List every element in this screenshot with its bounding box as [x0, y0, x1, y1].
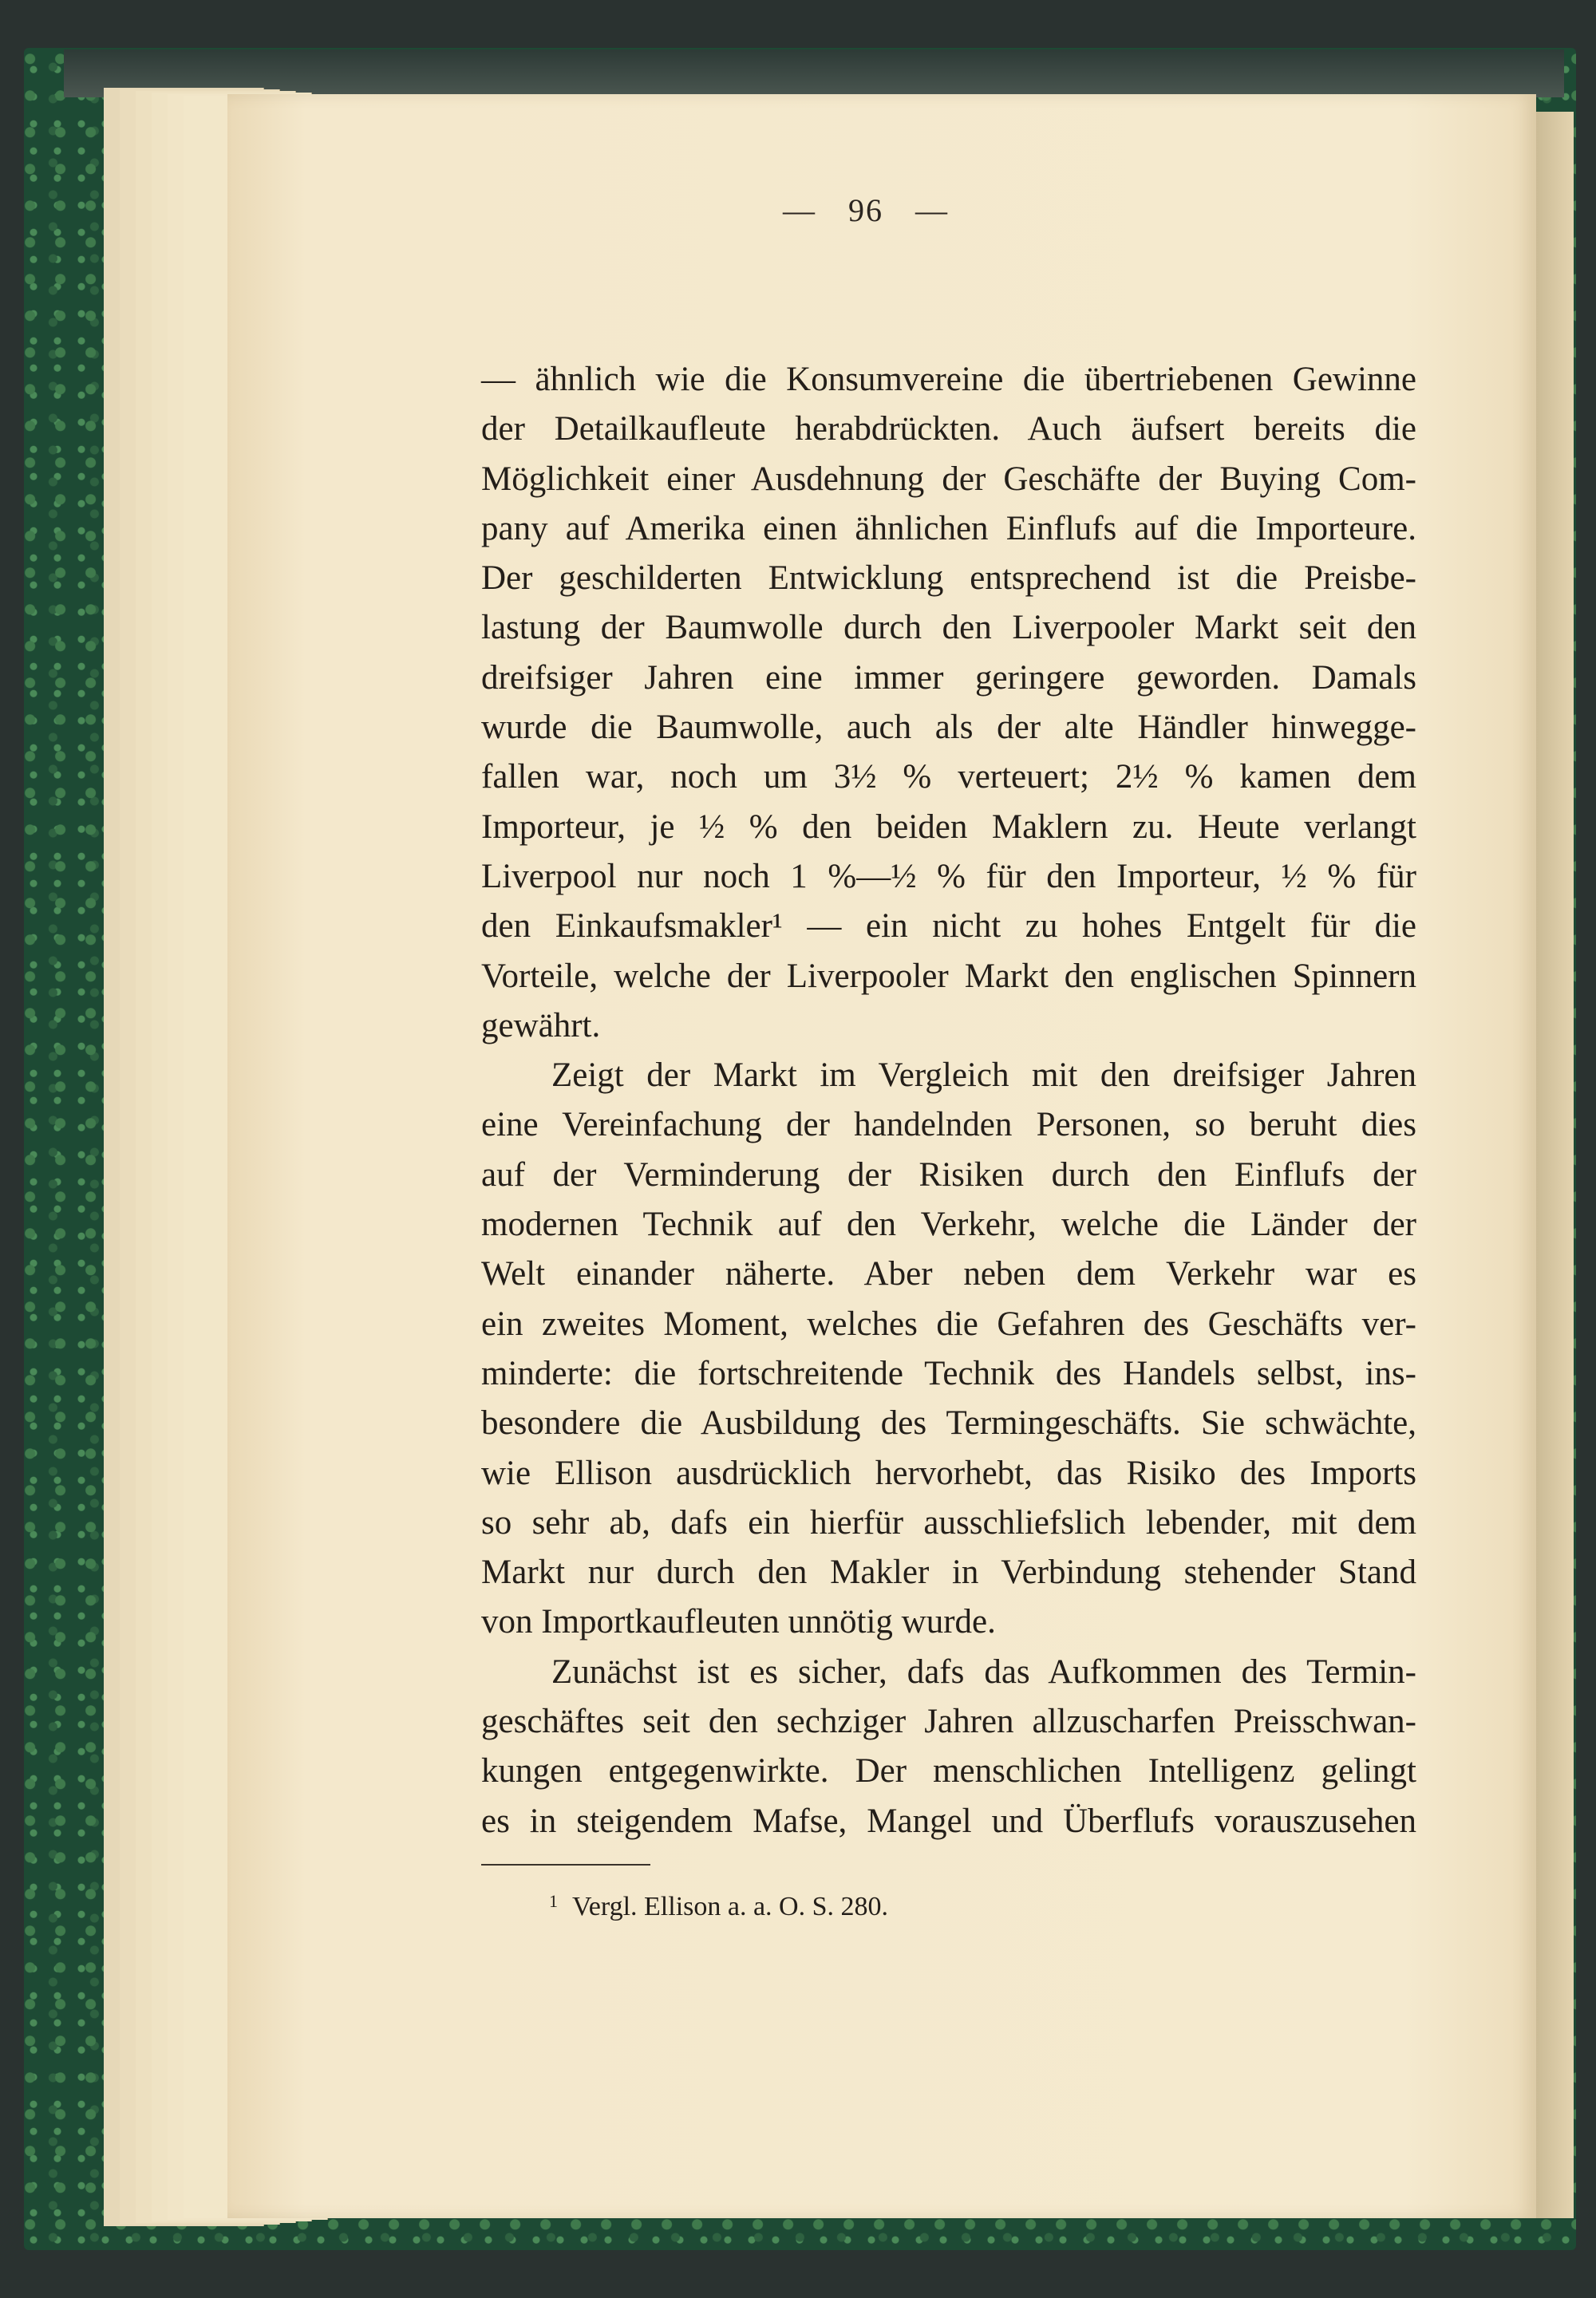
text-line: so sehr ab, dafs ein hierfür ausschliefslich lebender, mit dem: [481, 1503, 1416, 1542]
text-line: Zeigt der Markt im Vergleich mit den dreifsiger Jahren: [551, 1056, 1416, 1095]
text-line: Vorteile, welche der Liverpooler Markt den englischen Spinnern: [481, 957, 1416, 995]
text-line: modernen Technik auf den Verkehr, welche die Länder der: [481, 1206, 1416, 1244]
text-line: Der geschilderten Entwicklung entsprechend ist die Preisbe-: [481, 559, 1416, 598]
body-text: [481, 355, 1416, 1846]
text-line: lastung der Baumwolle durch den Liverpooler Markt seit den: [481, 609, 1416, 647]
text-line: — ähnlich wie die Konsumvereine die übertriebenen Gewinne: [481, 361, 1416, 398]
facing-page-edge: [1534, 112, 1574, 2218]
text-line: minderte: die fortschreitende Technik des Handels selbst, ins-: [481, 1354, 1416, 1392]
text-line: Welt einander näherte. Aber neben dem Verkehr war es: [481, 1255, 1416, 1293]
page-number: 96: [848, 192, 883, 228]
footnote-rule: [481, 1864, 650, 1866]
header-dash-left: —: [783, 192, 816, 228]
text-line: Markt nur durch den Makler in Verbindung stehender Stand: [481, 1554, 1416, 1592]
text-line: der Detailkaufleute herabdrückten. Auch äufsert bereits die: [481, 410, 1416, 448]
text-line: wurde die Baumwolle, auch als der alte Händler hinwegge-: [481, 709, 1416, 747]
text-line: auf der Verminderung der Risiken durch den Einflufs der: [481, 1155, 1416, 1194]
footnote-marker: 1: [549, 1891, 558, 1911]
text-line: Zunächst ist es sicher, dafs das Aufkommen des Termin-: [551, 1652, 1416, 1691]
text-line: ein zweites Moment, welches die Gefahren des Geschäfts ver-: [481, 1305, 1416, 1343]
text-line: pany auf Amerika einen ähnlichen Einflufs auf die Importeure.: [481, 509, 1416, 547]
text-line: besondere die Ausbildung des Termingeschäfts. Sie schwächte,: [481, 1404, 1416, 1443]
text-line: gewährt.: [481, 1006, 601, 1044]
text-line: dreifsiger Jahren eine immer geringere geworden. Damals: [481, 658, 1416, 697]
text-line: Liverpool nur noch 1 %—½ % für den Importeur, ½ % für: [481, 857, 1416, 895]
footnote-text: Vergl. Ellison a. a. O. S. 280.: [572, 1892, 889, 1921]
page-header: [0, 192, 1596, 229]
text-line: es in steigendem Mafse, Mangel und Überflufs vorauszusehen: [481, 1802, 1416, 1840]
text-line: Möglichkeit einer Ausdehnung der Geschäfte der Buying Com-: [481, 460, 1416, 498]
text-line: den Einkaufsmakler¹ — ein nicht zu hohes Entgelt für die: [481, 907, 1416, 946]
book-spine-top: [64, 49, 1564, 97]
text-line: fallen war, noch um 3½ % verteuert; 2½ % kamen dem: [481, 758, 1416, 796]
text-line: eine Vereinfachung der handelnden Personen, so beruht dies: [481, 1106, 1416, 1144]
text-line: von Importkaufleuten unnötig wurde.: [481, 1603, 996, 1641]
text-line: geschäftes seit den sechziger Jahren allzuscharfen Preisschwan-: [481, 1703, 1416, 1741]
text-line: wie Ellison ausdrücklich hervorhebt, das Risiko des Imports: [481, 1454, 1416, 1492]
text-line: kungen entgegenwirkte. Der menschlichen Intelligenz gelingt: [481, 1752, 1416, 1791]
header-dash-right: —: [915, 192, 949, 228]
text-line: Importeur, je ½ % den beiden Maklern zu. Heute verlangt: [481, 807, 1416, 846]
footnote: [549, 1891, 888, 1922]
